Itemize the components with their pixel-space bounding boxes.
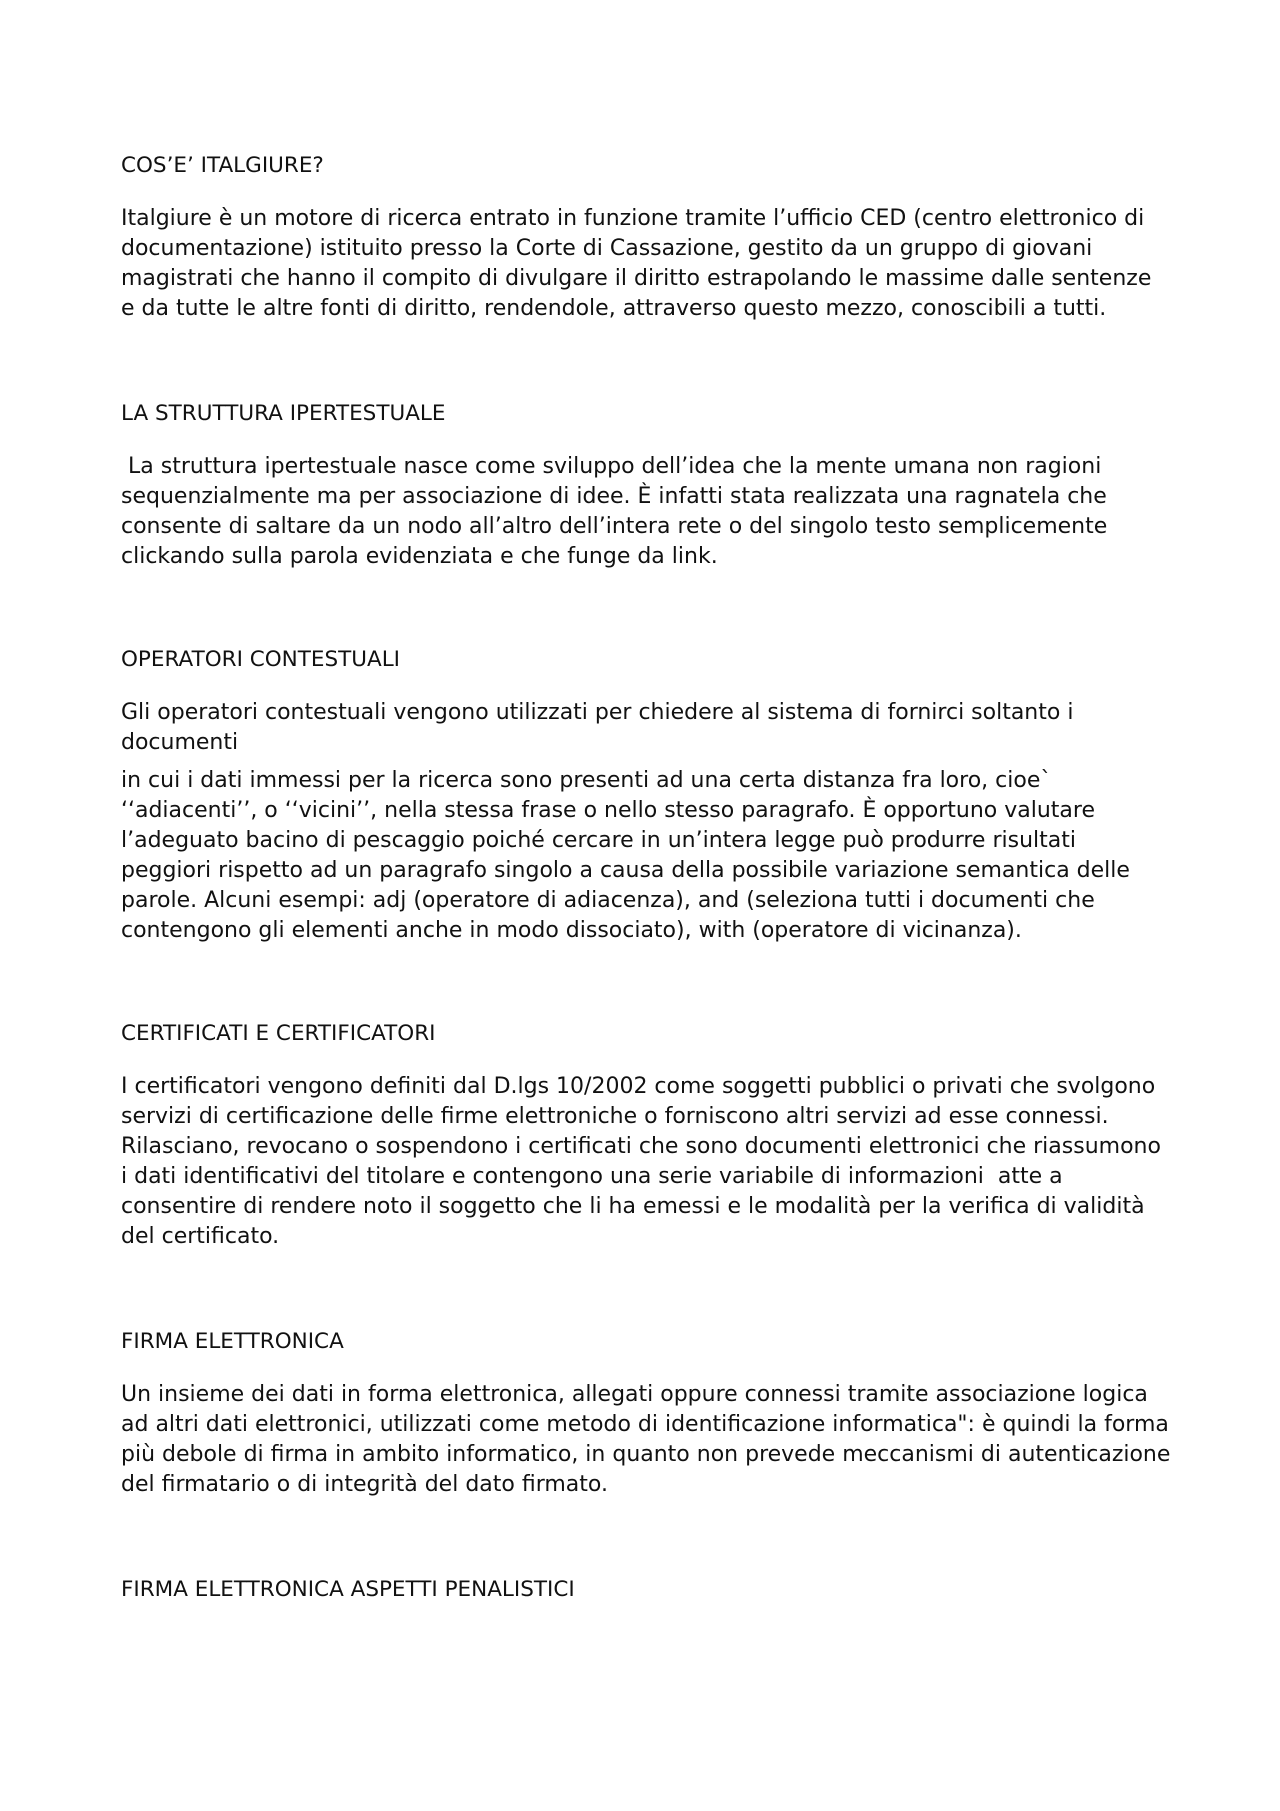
section-paragraph: La struttura ipertestuale nasce come sviluppo dell’idea che la mente umana non ragioni sequenzialmente ma per associazione di idee. È infatti stata realizzata una ragnatela che consente di saltare da un nodo all’altro dell’intera rete o del singolo testo semplicemente clickando sulla parola evidenziata e che funge da link.: [121, 454, 1115, 569]
section-heading-operatori-contestuali: OPERATORI CONTESTUALI: [121, 647, 401, 672]
section-paragraph: Gli operatori contestuali vengono utilizzati per chiedere al sistema di fornirci soltanto i documenti: [121, 700, 1074, 755]
section-paragraph: Italgiure è un motore di ricerca entrato in funzione tramite l’ufficio CED (centro elettronico di documentazione) istituito presso la Corte di Cassazione, gestito da un gruppo di giovani magistrati che hanno il compito di divulgare il diritto estrapolando le massime dalle sentenze e da tutte le altre fonti di diritto, rendendole, attraverso questo mezzo, conoscibili a tutti.: [121, 206, 1152, 321]
section-heading-firma-elettronica: FIRMA ELETTRONICA: [121, 1329, 344, 1354]
section-paragraph: in cui i dati immessi per la ricerca sono presenti ad una certa distanza fra loro, cioe` ‘‘adiacenti’’, o ‘‘vicini’’, nella stessa frase o nello stesso paragrafo. È opportuno valutare l’adeguato bacino di pescaggio poiché cercare in un’intera legge può produrre risultati peggiori rispetto ad un paragrafo singolo a causa della possibile variazione semantica delle parole. Alcuni esempi: adj (operatore di adiacenza), and (seleziona tutti i documenti che contengono gli elementi anche in modo dissociato), with (operatore di vicinanza).: [121, 768, 1130, 943]
section-paragraph: Un insieme dei dati in forma elettronica, allegati oppure connessi tramite associazione logica ad altri dati elettronici, utilizzati come metodo di identificazione informatica": è quindi la forma più debole di firma in ambito informatico, in quanto non prevede meccanismi di autenticazione del firmatario o di integrità del dato firmato.: [121, 1382, 1171, 1497]
section-paragraph: I certificatori vengono definiti dal D.lgs 10/2002 come soggetti pubblici o privati che svolgono servizi di certificazione delle firme elettroniche o forniscono altri servizi ad esse connessi. Rilasciano, revocano o sospendono i certificati che sono documenti elettronici che riassumono i dati identificativi del titolare e contengono una serie variabile di informazioni atte a consentire di rendere noto il soggetto che li ha emessi e le modalità per la verifica di validità del certificato.: [121, 1074, 1168, 1249]
section-heading-italgiure: COS’E’ ITALGIURE?: [121, 153, 324, 178]
section-heading-certificati: CERTIFICATI E CERTIFICATORI: [121, 1021, 436, 1046]
section-heading-firma-elettronica-penalistici: FIRMA ELETTRONICA ASPETTI PENALISTICI: [121, 1577, 575, 1602]
section-heading-struttura-ipertestuale: LA STRUTTURA IPERTESTUALE: [121, 401, 446, 426]
document-body: [121, 152, 1171, 1604]
